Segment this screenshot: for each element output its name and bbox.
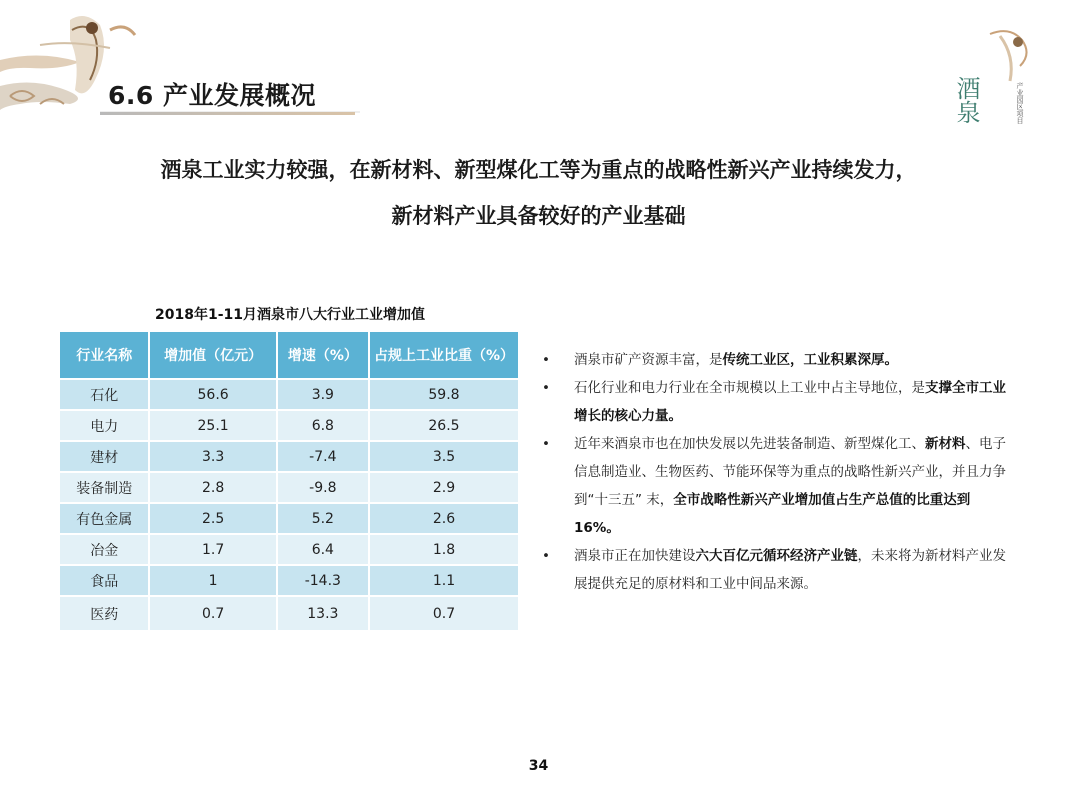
- cell-industry: 石化: [60, 379, 149, 410]
- header-growth: 增速（%）: [277, 332, 369, 379]
- cell-growth: 6.8: [277, 410, 369, 441]
- header-value: 增加值（亿元）: [149, 332, 276, 379]
- cell-share: 3.5: [369, 441, 519, 472]
- brand-logo: [952, 26, 1040, 136]
- cell-share: 59.8: [369, 379, 519, 410]
- logo-text: 酒泉: [952, 76, 980, 124]
- table-row: [60, 565, 519, 596]
- page-number: 34: [528, 758, 549, 774]
- bullet-emphasis: 传统工业区，工业积累深厚。: [722, 352, 898, 368]
- bullet-text: 石化行业和电力行业在全市规模以上工业中占主导地位，是: [574, 380, 925, 396]
- bullet-text: ，未来将为新材料产业发展提供充足的原材料和工业中间品来源。: [574, 548, 1006, 592]
- cell-share: 0.7: [369, 596, 519, 631]
- bullet-item: [538, 374, 1008, 430]
- table-row: [60, 410, 519, 441]
- table-row: [60, 534, 519, 565]
- bullet-emphasis: 全市战略性新兴产业增加值占生产总值的比重达到16%。: [574, 492, 971, 536]
- bullet-text: 酒泉市矿产资源丰富，是: [574, 352, 723, 368]
- cell-industry: 医药: [60, 596, 149, 631]
- cell-industry: 冶金: [60, 534, 149, 565]
- cell-industry: 装备制造: [60, 472, 149, 503]
- bullet-text: 、电子信息制造业、生物医药、节能环保等为重点的战略性新兴产业，并且力争到“十三五” 末，: [574, 436, 1006, 508]
- cell-industry: 有色金属: [60, 503, 149, 534]
- cell-value: 25.1: [149, 410, 276, 441]
- bullet-dot: •: [542, 548, 550, 564]
- cell-value: 3.3: [149, 441, 276, 472]
- bullet-dot: •: [542, 352, 550, 368]
- bullet-emphasis: 六大百亿元循环经济产业链: [695, 548, 858, 564]
- cell-value: 0.7: [149, 596, 276, 631]
- cell-growth: 5.2: [277, 503, 369, 534]
- cell-share: 26.5: [369, 410, 519, 441]
- cell-growth: -7.4: [277, 441, 369, 472]
- cell-share: 1.8: [369, 534, 519, 565]
- bullet-text: 近年来酒泉市也在加快发展以先进装备制造、新型煤化工、: [574, 436, 925, 452]
- cell-growth: 13.3: [277, 596, 369, 631]
- cell-industry: 建材: [60, 441, 149, 472]
- cell-industry: 食品: [60, 565, 149, 596]
- table-row: [60, 379, 519, 410]
- bullet-list: [538, 346, 1008, 598]
- cell-value: 2.5: [149, 503, 276, 534]
- table-row: [60, 503, 519, 534]
- bullet-emphasis: 新材料: [925, 436, 966, 452]
- table-caption: 2018年1-11月酒泉市八大行业工业增加值: [155, 307, 425, 323]
- bullet-dot: •: [542, 380, 550, 396]
- cell-growth: -14.3: [277, 565, 369, 596]
- headline-line-1: 酒泉工业实力较强，在新材料、新型煤化工等为重点的战略性新兴产业持续发力，: [160, 158, 917, 182]
- logo-subtext: 产业园区项目: [1016, 82, 1024, 124]
- bullet-item: [538, 430, 1008, 542]
- cell-growth: 6.4: [277, 534, 369, 565]
- cell-share: 2.9: [369, 472, 519, 503]
- table-row: [60, 441, 519, 472]
- industry-table: [60, 332, 520, 632]
- table-row: [60, 472, 519, 503]
- bullet-item: [538, 542, 1008, 598]
- headline-line-2: 新材料产业具备较好的产业基础: [391, 204, 686, 228]
- title-underline: [100, 112, 355, 115]
- header-industry: 行业名称: [60, 332, 149, 379]
- table-row: [60, 596, 519, 631]
- cell-value: 56.6: [149, 379, 276, 410]
- cell-share: 1.1: [369, 565, 519, 596]
- cell-share: 2.6: [369, 503, 519, 534]
- bullet-emphasis: 支撑全市工业增长的核心力量。: [574, 380, 1006, 424]
- cell-value: 1.7: [149, 534, 276, 565]
- table-header-row: [60, 332, 519, 379]
- cell-growth: -9.8: [277, 472, 369, 503]
- bullet-dot: •: [542, 436, 550, 452]
- section-title: 6.6 产业发展概况: [108, 81, 316, 110]
- bullet-text: 酒泉市正在加快建设: [574, 548, 696, 564]
- bullet-item: [538, 346, 1008, 374]
- cell-industry: 电力: [60, 410, 149, 441]
- header-share: 占规上工业比重（%）: [369, 332, 519, 379]
- cell-growth: 3.9: [277, 379, 369, 410]
- cell-value: 1: [149, 565, 276, 596]
- cell-value: 2.8: [149, 472, 276, 503]
